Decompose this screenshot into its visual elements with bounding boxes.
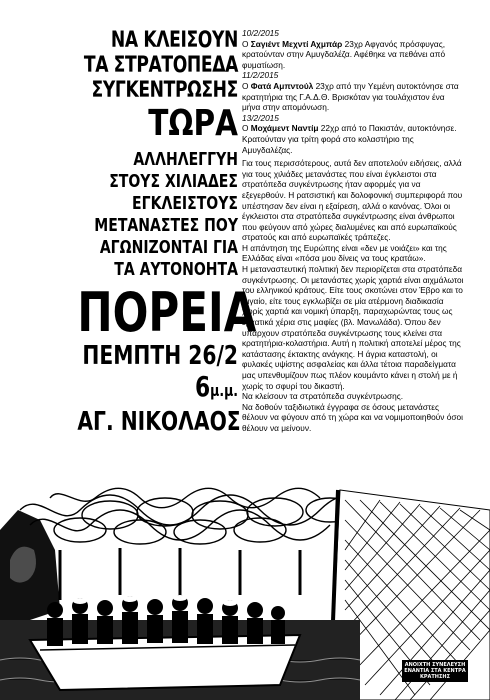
headline-line-2: ΤΑ ΣΤΡΑΤΟΠΕΔΑ (83, 53, 238, 78)
body-paragraph: Για τους περισσότερους, αυτά δεν αποτελούν ειδήσεις, αλλά για τους χιλιάδες μετανάστες που είναι έγκλειστοι στα στρατόπεδα συγκέντρωσης ήταν αφορμές για να εξεγερθούν. Η ρατσιστική και δολοφονική συμπεριφορά που υπέστησαν δεν είναι η εξαίρεση, αλλά ο κανόνας. Όλοι οι έγκλειστοι στα στρατόπεδα συγκέντρωσης είναι άνθρωποι που φεύγουν από χώρες διαλυμένες και από ευρωπαϊκούς στρατούς και από ευρωπαϊκές τράπεζες. (242, 158, 463, 243)
text-column (242, 28, 464, 434)
entry-pre: Ο (242, 123, 251, 134)
headline-line-1: ΝΑ ΚΛΕΙΣΟΥΝ (110, 28, 238, 53)
entry-body: 22χρ από το Πακιστάν, αυτοκτόνησε. Κρατούνταν για τρίτη φορά στο κολαστήριο της Αμυγδαλέζας. (242, 123, 457, 155)
entry-body: 23χρ Αφγανός πρόσφυγας, κρατούνταν στην Αμυγδαλέζα. Αφέθηκε να πεθάνει από φυματίωση. (242, 38, 446, 70)
entry-date: 10/2/2015 (242, 28, 279, 38)
entry-text (242, 123, 464, 155)
march-title: ΠΟΡΕΙΑ (77, 281, 257, 344)
entry-date: 13/2/2015 (242, 112, 279, 123)
march-place: ΑΓ. ΝΙΚΟΛΑΟΣ (77, 407, 241, 437)
body-paragraph: Η μεταναστευτική πολιτική δεν περιορίζεται στα στρατόπεδα συγκέντρωσης. Οι μετανάστες χωρίς χαρτιά είναι αιχμάλωτοι του ελληνικού κράτους. Είτε τους σκοτώνει στον Έβρο και το Αιγαίο, είτε τους εγκλωβίζει σε μία ατέρμονη διαδικασία χωρίς χαρτιά και νομική ύπαρξη, παραχωρώντας τους ως εργατικά χέρια στις μαφίες (βλ. Μανωλάδα). Όπου δεν υπάρχουν στρατόπεδα συγκέντρωσης τους κλείνει στα κρατητήρια-κολαστήρια. Αυτή η πολιτική αποτελεί μέρος της κατάστασης έκτακτης ανάγκης. Η άγρια καταστολή, οι φυλακές υψίστης ασφαλείας και άλλα τέτοια παραδείγματα μας υπενθυμίζουν πως πλέον κουμάντο κάνει η στολή με ή χωρίς το σφυρί του δικαστή. (242, 264, 464, 391)
headline-line-7: ΕΓΚΛΕΙΣΤΟΥΣ (132, 193, 238, 214)
march-time (77, 371, 238, 407)
headline-line-9: ΑΓΩΝΙΖΟΝΤΑΙ ΓΙΑ (99, 237, 238, 258)
headline-block (32, 28, 257, 437)
entry-text (242, 39, 464, 71)
headline-line-10: ΤΑ ΑΥΤΟΝΟΗΤΑ (114, 259, 238, 280)
headline-line-6: ΣΤΟΥΣ ΧΙΛΙΑΔΕΣ (109, 171, 238, 192)
body-paragraph: Η απάντηση της Ευρώπης είναι «δεν με νοιάζει» και της Ελλάδας είναι «πόσα μου δίνεις να τους κρατάω». (242, 242, 447, 264)
march-time-suffix: μ.μ. (210, 381, 238, 400)
entry-date: 11/2/2015 (242, 70, 279, 81)
headline-line-5: ΑΛΛΗΛΕΓΓΥΗ (133, 149, 238, 170)
entry-name: Μοχάμεντ Ναντίμ (250, 123, 319, 134)
headline-line-8: ΜΕΤΑΝΑΣΤΕΣ ΠΟΥ (94, 215, 238, 236)
demand: Να δοθούν ταξιδιωτικά έγγραφα σε όσους μετανάστες θέλουν να φύγουν από τη χώρα και να νομιμοποιηθούν όσοι θέλουν να μείνουν. (242, 401, 463, 433)
demand: Να κλείσουν τα στρατόπεδα συγκέντρωσης. (242, 391, 404, 402)
entry-name: Φατά Αμπντούλ (250, 80, 314, 91)
headline-line-3: ΣΥΓΚΕΝΤΡΩΣΗΣ (91, 78, 238, 103)
organization-stamp: ΑΝΟΙΧΤΗ ΣΥΝΕΛΕΥΣΗ ΕΝΑΝΤΙΑ ΣΤΑ ΚΕΝΤΡΑ ΚΡΑΤΗΣΗΣ (402, 660, 468, 682)
march-time-hour: 6 (194, 370, 211, 403)
entry-pre: Ο (242, 38, 251, 49)
headline-now: ΤΩΡΑ (148, 103, 238, 144)
march-date: ΠΕΜΠΤΗ 26/2 (82, 341, 238, 371)
entry-name: Σαγιέντ Μεχντί Αχμπάρ (250, 38, 343, 49)
entry-pre: Ο (242, 80, 251, 91)
entry-text (242, 81, 464, 113)
entry-body: 23χρ από την Υεμένη αυτοκτόνησε στα κρατητήρια της Γ.Α.Δ.Θ. Βρισκόταν για τουλάχιστον ένα μήνα στην απομόνωση. (242, 80, 459, 113)
